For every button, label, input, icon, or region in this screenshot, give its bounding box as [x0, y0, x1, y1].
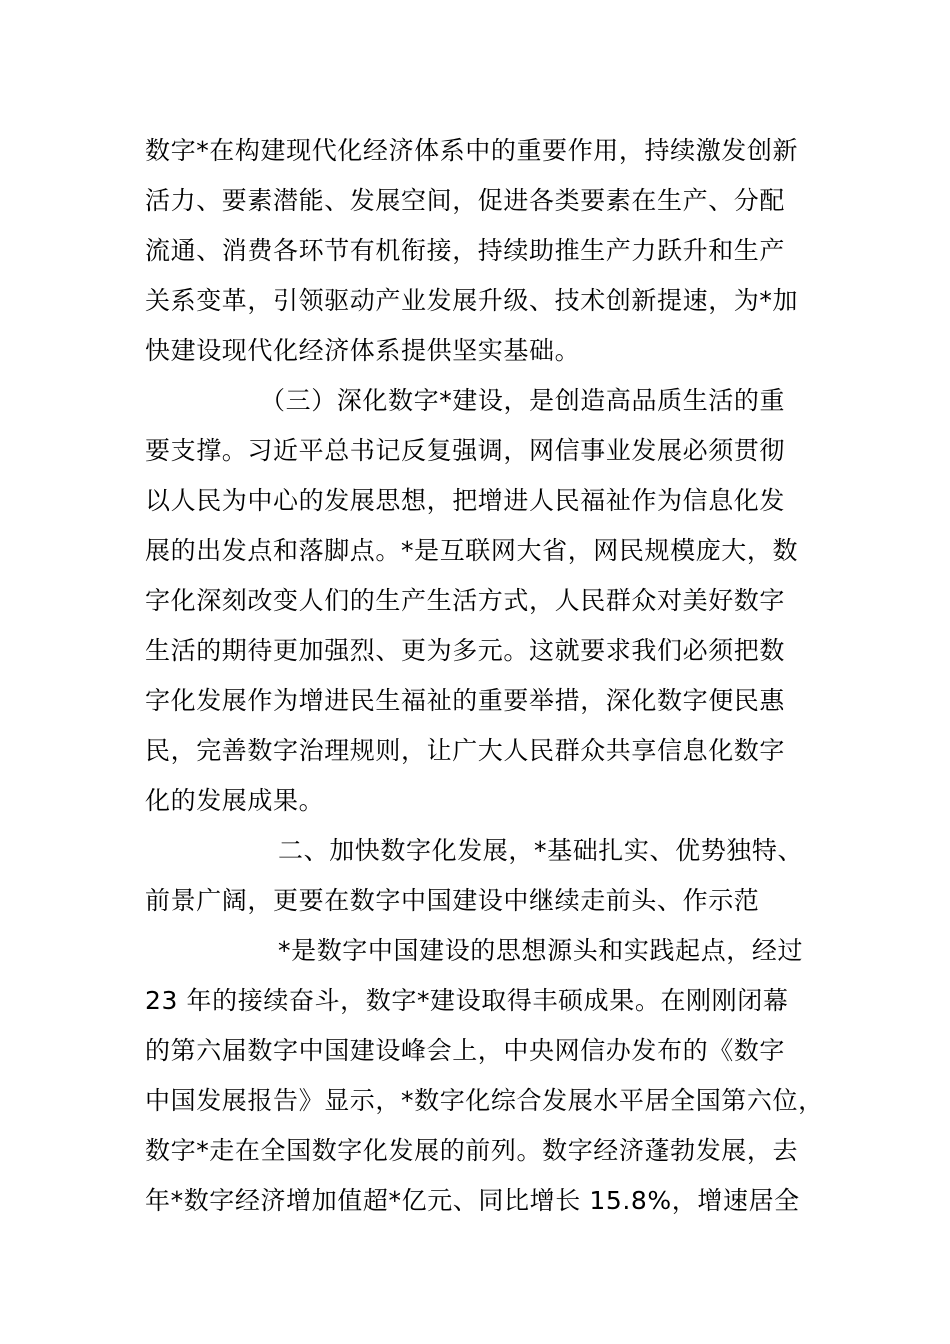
text-line: 关系变革，引领驱动产业发展升级、技术创新提速，为*加 — [145, 286, 799, 315]
text-line: 流通、消费各环节有机衔接，持续助推生产力跃升和生产 — [145, 236, 786, 265]
text-line: 生活的期待更加强烈、更为多元。这就要求我们必须把数 — [145, 636, 786, 665]
text-line: 字化发展作为增进民生福祉的重要举措，深化数字便民惠 — [145, 686, 786, 715]
section-heading-2: 二、加快数字化发展，*基础扎实、优势独特、 — [278, 836, 804, 865]
text-line: 字化深刻改变人们的生产生活方式，人民群众对美好数字 — [145, 586, 786, 615]
text-line: 化的发展成果。 — [145, 786, 325, 815]
text-line: *是数字中国建设的思想源头和实践起点，经过 — [278, 936, 804, 965]
text-line: 年*数字经济增加值超*亿元、同比增长 15.8%，增速居全 — [145, 1186, 800, 1215]
text-line: 23 年的接续奋斗，数字*建设取得丰硕成果。在刚刚闭幕 — [145, 986, 789, 1015]
section-heading-3: （三）深化数字*建设，是创造高品质生活的重 — [260, 386, 786, 415]
text-line: 展的出发点和落脚点。*是互联网大省，网民规模庞大，数 — [145, 536, 799, 565]
text-line: 快建设现代化经济体系提供坚实基础。 — [145, 336, 581, 365]
text-line: 活力、要素潜能、发展空间，促进各类要素在生产、分配 — [145, 186, 786, 215]
text-line: 数字*走在全国数字化发展的前列。数字经济蓬勃发展，去 — [145, 1136, 799, 1165]
text-line: 数字*在构建现代化经济体系中的重要作用，持续激发创新 — [145, 136, 799, 165]
text-line: 民，完善数字治理规则，让广大人民群众共享信息化数字 — [145, 736, 786, 765]
section-heading-2-cont: 前景广阔，更要在数字中国建设中继续走前头、作示范 — [145, 886, 760, 915]
text-line: 的第六届数字中国建设峰会上，中央网信办发布的《数字 — [145, 1036, 786, 1065]
text-line: 要支撑。习近平总书记反复强调，网信事业发展必须贯彻 — [145, 436, 786, 465]
text-line: 以人民为中心的发展思想，把增进人民福祉作为信息化发 — [145, 486, 786, 515]
text-line: 中国发展报告》显示，*数字化综合发展水平居全国第六位， — [145, 1086, 824, 1115]
